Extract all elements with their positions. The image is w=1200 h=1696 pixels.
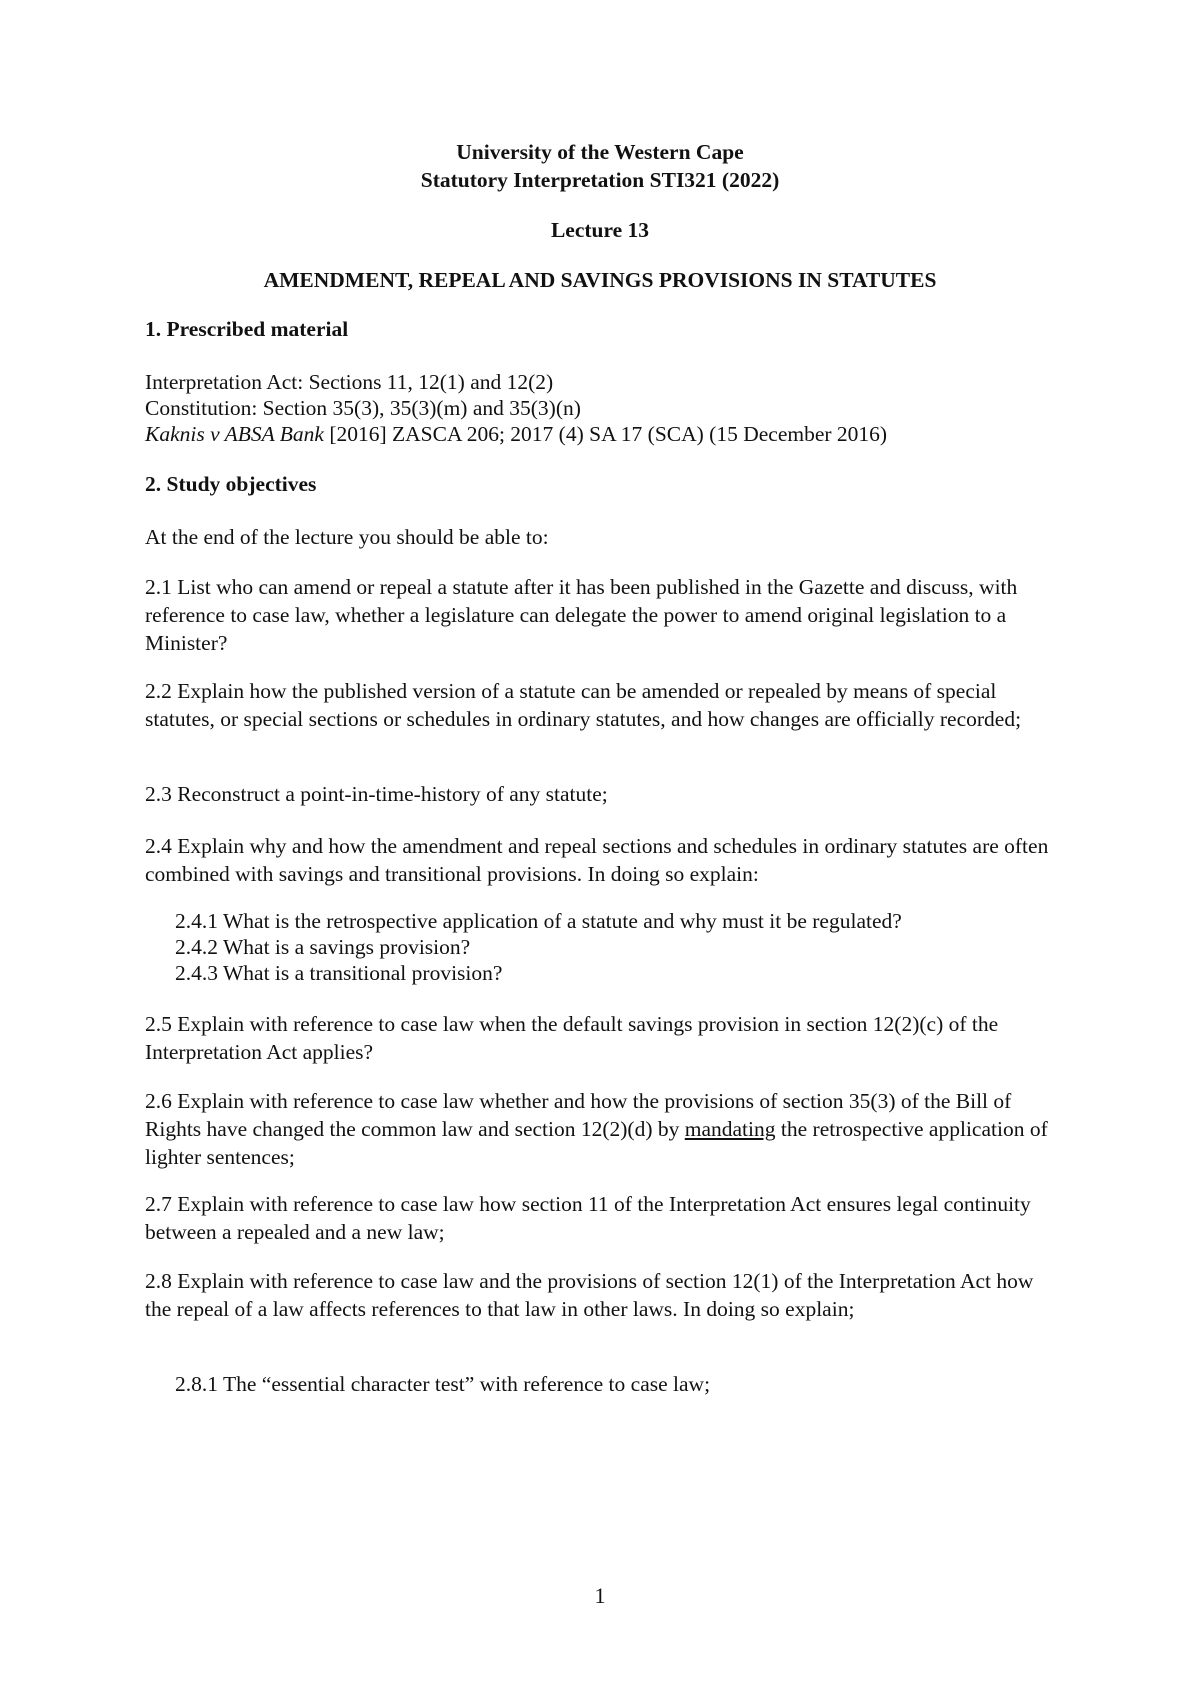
institution-title: University of the Western Cape bbox=[456, 140, 744, 164]
objective-2-5: 2.5 Explain with reference to case law when the default savings provision in section 12(2)(c) of the Interpretation Act applies? bbox=[145, 1012, 999, 1064]
objective-2-8: 2.8 Explain with reference to case law and the provisions of section 12(1) of the Interpretation Act how the repeal of a law affects references to that law in other laws. In doing so explain; bbox=[145, 1269, 1034, 1321]
objectives-intro: At the end of the lecture you should be able to: bbox=[145, 525, 549, 549]
topic-title: AMENDMENT, REPEAL AND SAVINGS PROVISIONS IN STATUTES bbox=[263, 268, 937, 292]
objective-2-8-1: 2.8.1 The “essential character test” with reference to case law; bbox=[175, 1372, 711, 1396]
objective-2-6-text-a: 2.6 Explain with reference to case law whether and how the provisions of section 35(3) of the Bill of Rights have changed the common law and section 12(2)(d) by bbox=[145, 1089, 1012, 1141]
prescribed-material-2: Constitution: Section 35(3), 35(3)(m) and 35(3)(n) bbox=[145, 396, 581, 420]
objective-2-3: 2.3 Reconstruct a point-in-time-history of any statute; bbox=[145, 782, 608, 806]
objective-2-7: 2.7 Explain with reference to case law how section 11 of the Interpretation Act ensures legal continuity between a repealed and a new law; bbox=[145, 1192, 1031, 1244]
objective-2-4-2: 2.4.2 What is a savings provision? bbox=[175, 935, 471, 959]
objective-2-4-3: 2.4.3 What is a transitional provision? bbox=[175, 961, 503, 985]
objective-2-6-emphasis: mandating bbox=[684, 1117, 776, 1141]
objective-2-6-text-b: the retrospective application of lighter sentences; bbox=[145, 1117, 1048, 1169]
page-number: 1 bbox=[594, 1583, 606, 1608]
objective-2-1: 2.1 List who can amend or repeal a statute after it has been published in the Gazette and discuss, with reference to case law, whether a legislature can delegate the power to amend original legislation to a Minister? bbox=[145, 575, 1018, 655]
course-title: Statutory Interpretation STI321 (2022) bbox=[420, 168, 780, 192]
objective-2-2: 2.2 Explain how the published version of a statute can be amended or repealed by means of special statutes, or special sections or schedules in ordinary statutes, and how changes are officially recorded; bbox=[145, 679, 1022, 731]
lecture-title: Lecture 13 bbox=[550, 218, 650, 242]
case-name: Kaknis v ABSA Bank bbox=[145, 422, 324, 446]
prescribed-material-3 bbox=[145, 420, 1065, 448]
objective-2-4: 2.4 Explain why and how the amendment and repeal sections and schedules in ordinary statutes are often combined with savings and transitional provisions. In doing so explain: bbox=[145, 834, 1049, 886]
objective-2-6 bbox=[145, 1087, 1065, 1171]
section-2-heading: 2. Study objectives bbox=[145, 472, 317, 496]
prescribed-material-1: Interpretation Act: Sections 11, 12(1) and 12(2) bbox=[145, 370, 554, 394]
section-1-heading: 1. Prescribed material bbox=[145, 317, 349, 341]
objective-2-4-1: 2.4.1 What is the retrospective application of a statute and why must it be regulated? bbox=[175, 909, 902, 933]
case-citation: [2016] ZASCA 206; 2017 (4) SA 17 (SCA) (15 December 2016) bbox=[323, 422, 888, 446]
